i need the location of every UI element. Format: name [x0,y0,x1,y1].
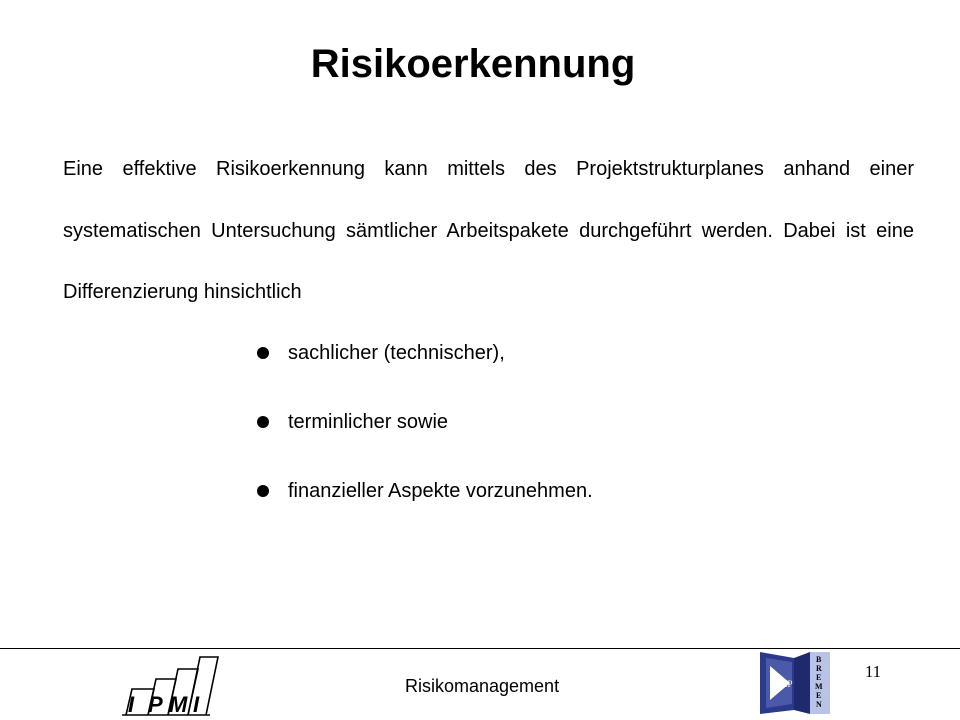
slide-title: Risikoerkennung [310,42,636,86]
footer-divider [0,648,960,649]
bullet-text: terminlicher sowie [288,411,449,433]
intro-paragraph: Eine effektive Risikoerkennung kann mittels des Projektstrukturplanes anhand einer systematischen Untersuchung sämtlicher Arbeitspakete durchgeführt werden. Dabei ist eine Differenzierung hinsichtlich [63,158,914,303]
svg-text:E: E [816,691,822,700]
svg-text:N: N [816,700,822,709]
wip-label: WIP [776,679,793,689]
footer-topic: Risikomanagement [405,676,560,696]
bullet-list [255,330,593,537]
ipmi-logo [118,655,220,717]
bullet-dot-icon [257,485,269,497]
bullet-dot-icon [257,416,269,428]
ipmi-letter: M [169,692,188,717]
svg-text:E: E [816,673,822,682]
bullet-item [255,468,593,537]
svg-text:R: R [816,664,822,673]
bullet-item [255,330,593,399]
ipmi-letter: I [128,692,135,717]
bullet-item [255,399,593,468]
bullet-text: finanzieller Aspekte vorzunehmen. [288,480,593,502]
page-number: 11 [864,662,882,681]
bullet-text: sachlicher (technischer), [288,342,505,364]
ipmi-letter: I [193,692,200,717]
svg-text:M: M [815,682,823,691]
wip-bremen-logo [760,652,834,714]
ipmi-letter: P [148,692,163,717]
svg-text:B: B [816,655,822,664]
bullet-dot-icon [257,347,269,359]
